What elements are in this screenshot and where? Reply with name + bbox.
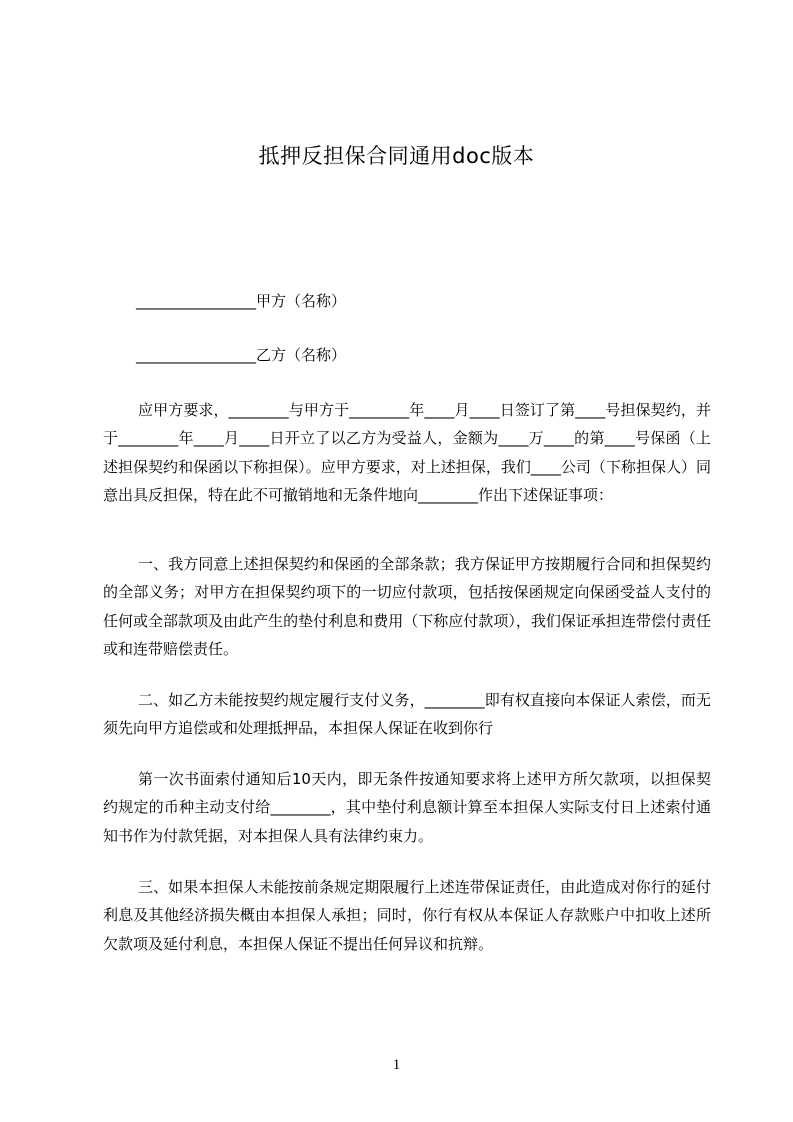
party-b-line: ________________乙方（名称）: [136, 346, 347, 364]
paragraph-clause-one: 一、我方同意上述担保契约和保函的全部条款；我方保证甲方按期履行合同和担保契约的全部义务；对甲方在担保契约项下的一切应付款项，包括按保函规定向保函受益人支付的任何或全部款项及由此产生的垫付利息和费用（下称应付款项），我们保证承担连带偿付责任或和连带赔偿责任。: [103, 555, 711, 659]
party-a-line: ________________甲方（名称）: [136, 292, 347, 310]
page-number: 1: [392, 1057, 401, 1073]
paragraph-payment-notice: 第一次书面索付通知后10天内，即无条件按通知要求将上述甲方所欠款项，以担保契约规定的币种主动支付给________，其中垫付利息额计算至本担保人实际支付日上述索付通知书作为付款凭据，对本担保人具有法律约束力。: [103, 770, 711, 845]
paragraph-clause-two: 二、如乙方未能按契约规定履行支付义务，________即有权直接向本保证人索偿，而无须先向甲方追偿或和处理抵押品，本担保人保证在收到你行: [103, 691, 711, 738]
paragraph-request: 应甲方要求，________与甲方于________年____月____日签订了第____号担保契约，并于________年____月____日开立了以乙方为受益人，金额为____万____的第____号保函（上述担保契约和保函以下称担保）。应甲方要求，对上述担保，我们____公司（下称担保人）同意出具反担保，特在此不可撤销地和无条件地向________作出下述保证事项：: [103, 401, 711, 505]
document-title: 抵押反担保合同通用doc版本: [258, 144, 535, 168]
paragraph-clause-three: 三、如果本担保人未能按前条规定期限履行上述连带保证责任，由此造成对你行的延付利息及其他经济损失概由本担保人承担；同时，你行有权从本保证人存款账户中扣收上述所欠款项及延付利息，本担保人保证不提出任何异议和抗辩。: [103, 878, 711, 953]
